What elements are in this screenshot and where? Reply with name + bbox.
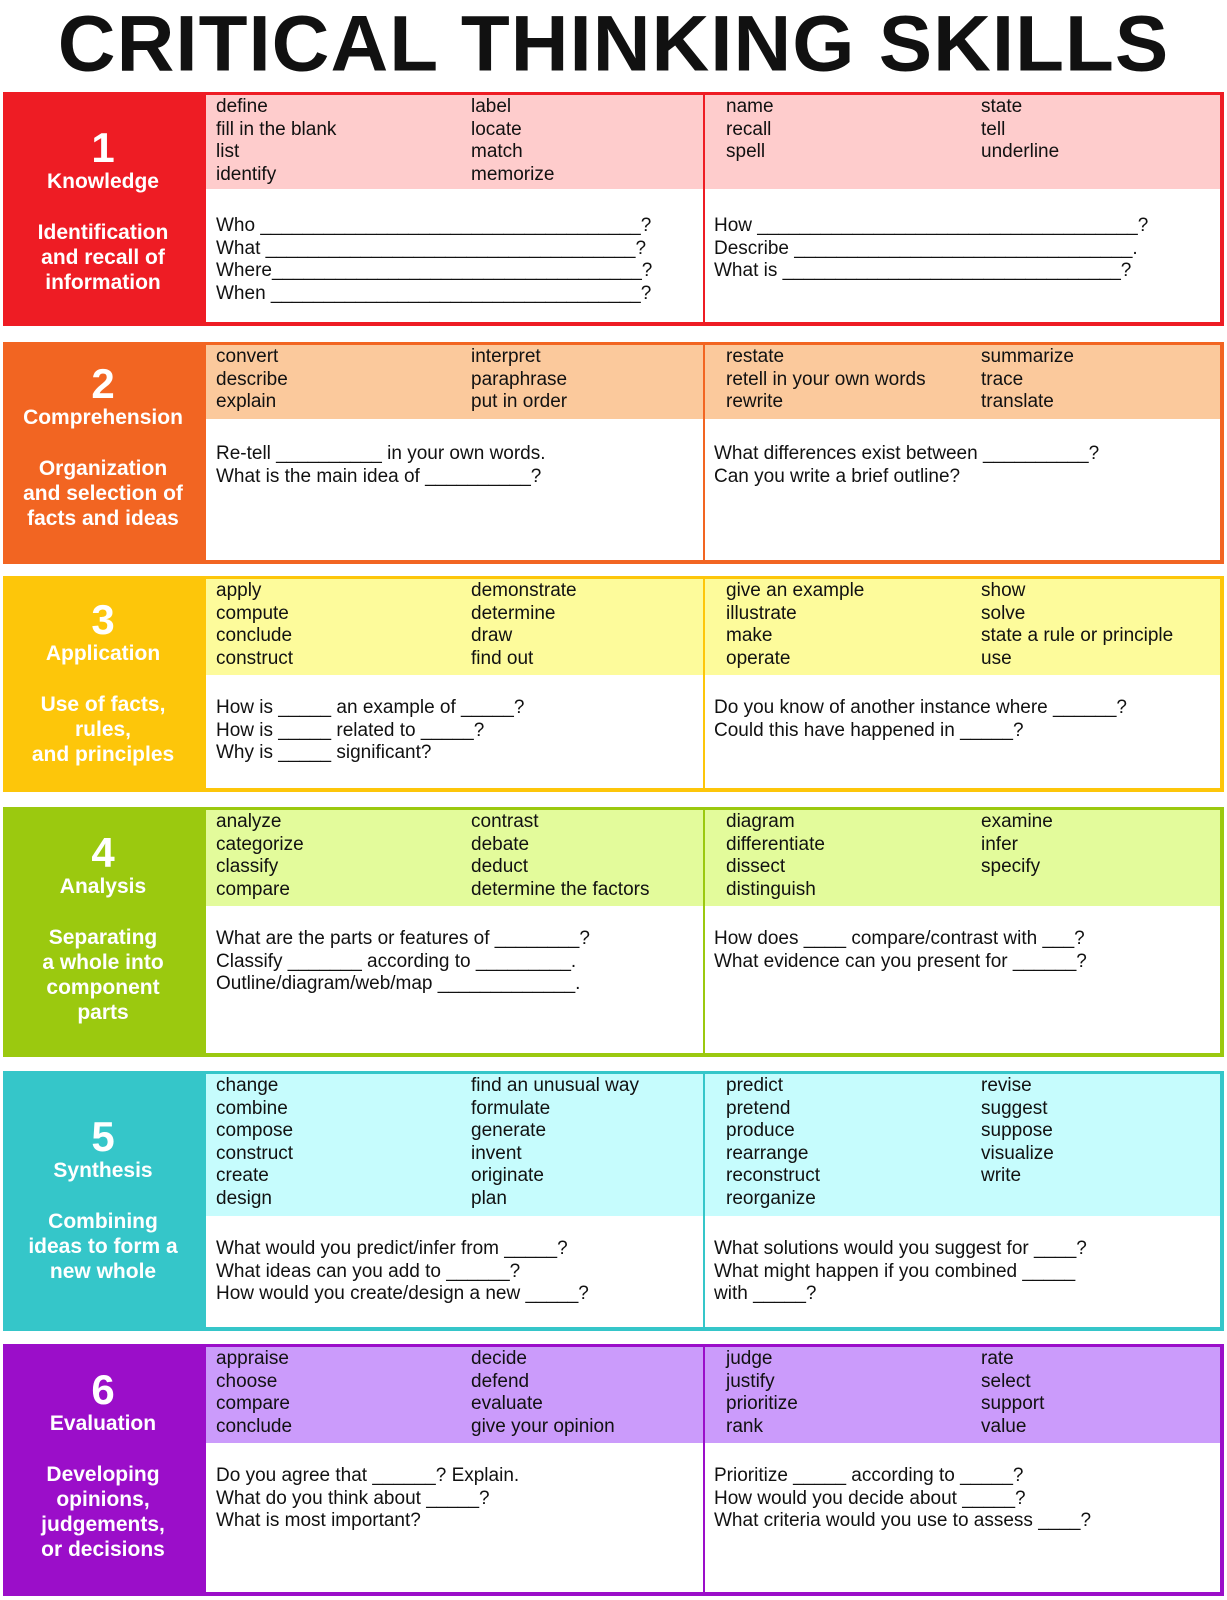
verb-column [726,1348,798,1438]
verb-item: reconstruct [726,1165,820,1187]
verb-item: construct [216,647,294,669]
verb-item: diagram [726,811,795,832]
verb-item: write [981,1165,1022,1187]
level-label [3,576,203,792]
verb-item: deduct [471,856,529,878]
verb-item: predict [726,1075,784,1096]
verb-item: state [981,96,1023,117]
section-knowledge [3,92,1224,326]
column-divider [703,1347,705,1592]
verb-column [981,580,1173,670]
verb-item: fill in the blank [216,118,337,140]
verb-item: plan [471,1187,507,1209]
verb-item: choose [216,1370,278,1392]
level-label [3,92,203,326]
level-number: 6 [91,1366,115,1413]
verb-item: categorize [216,833,304,855]
verb-column [981,346,1074,414]
verb-item: judge [726,1348,773,1369]
verb-item: infer [981,833,1018,855]
verb-column [471,96,554,186]
verb-item: show [981,580,1026,601]
level-number: 5 [91,1113,115,1160]
verb-item: summarize [981,346,1074,367]
verb-item: conclude [216,625,293,647]
verb-list [206,1347,1220,1443]
level-label [3,342,203,564]
level-description: Identification and recall of information [37,221,169,294]
verb-item: label [471,96,512,117]
verb-item: rank [726,1415,763,1437]
level-content [203,342,1224,564]
verb-item: conclude [216,1415,293,1437]
verb-column [216,96,336,186]
verb-item: justify [726,1370,775,1392]
verb-item: translate [981,391,1054,413]
verb-column [726,96,774,164]
verb-item: find an unusual way [471,1075,639,1096]
verb-column [471,811,649,901]
verb-item: retell in your own words [726,368,926,390]
verb-item: paraphrase [471,368,568,390]
verb-item: rewrite [726,391,784,413]
question-stems-right: What solutions would you suggest for ____? What might happen if you combined _____ with _____? [714,1238,1087,1305]
verb-column [726,811,825,901]
verb-column [726,1075,820,1211]
verb-item: operate [726,647,791,669]
verb-item: visualize [981,1142,1054,1164]
level-number: 2 [91,360,115,407]
level-description: Combining ideas to form a new whole [28,1210,178,1283]
verb-item: make [726,625,773,647]
verb-item: determine [471,602,556,624]
column-divider [703,345,705,560]
verb-item: identify [216,163,277,185]
level-number: 4 [91,829,115,876]
verb-item: match [471,141,523,163]
verb-item: decide [471,1348,527,1369]
verb-item: find out [471,647,534,669]
page-title: CRITICAL THINKING SKILLS [57,0,1170,88]
verb-item: solve [981,602,1026,624]
verb-item: prioritize [726,1393,798,1415]
verb-item: suggest [981,1097,1048,1119]
level-name: Analysis [59,875,147,898]
column-divider [703,579,705,788]
verb-item: value [981,1415,1027,1437]
verb-item: suppose [981,1120,1053,1142]
verb-item: evaluate [471,1393,543,1415]
verb-item: produce [726,1120,795,1142]
verb-list [206,345,1220,419]
verb-column [471,1075,639,1211]
question-stems-left: What would you predict/infer from _____? What ideas can you add to ______? How would you create/design a new _____? [216,1238,589,1305]
question-stems-right: Prioritize _____ according to _____? How would you decide about _____? What criteria would you use to assess ____? [714,1465,1092,1532]
verb-item: restate [726,346,785,367]
question-stems-left: What are the parts or features of ________? Classify _______ according to _________. Outline/diagram/web/map _____________. [216,928,590,995]
column-divider [703,1074,705,1327]
verb-item: apply [216,580,262,601]
verb-column [471,1348,615,1438]
verb-item: contrast [471,811,539,832]
level-content [203,1071,1224,1331]
question-stems-right: Do you know of another instance where ______? Could this have happened in _____? [714,697,1127,741]
section-comprehension [3,342,1224,564]
verb-list [206,95,1220,189]
verb-column [216,1348,292,1438]
verb-column [216,580,293,670]
question-stems-right: What differences exist between __________? Can you write a brief outline? [714,443,1100,487]
verb-item: reorganize [726,1187,816,1209]
verb-item: select [981,1370,1031,1392]
verb-item: give an example [726,580,865,601]
level-label [3,1344,203,1596]
section-analysis [3,807,1224,1057]
verb-column [981,811,1053,879]
verb-item: debate [471,833,530,855]
verb-item: determine the factors [471,878,650,900]
level-number: 1 [91,124,115,171]
level-content [203,576,1224,792]
verb-item: tell [981,118,1006,140]
verb-item: use [981,647,1012,669]
level-content [203,807,1224,1057]
question-stems-left: Who ____________________________________? What ___________________________________? Where___________________________________? When ___________________________________? [216,215,653,304]
level-label [3,807,203,1057]
verb-list [206,810,1220,906]
level-name: Comprehension [23,406,183,429]
verb-column [471,346,567,414]
verb-item: specify [981,856,1041,878]
level-description: Developing opinions, judgements, or decisions [41,1463,165,1561]
level-number: 3 [91,596,115,643]
question-stems-right: How ____________________________________? Describe ________________________________. What is ________________________________? [714,215,1149,282]
verb-column [981,96,1059,164]
verb-column [216,346,288,414]
verb-item: rate [981,1348,1014,1369]
verb-column [981,1348,1044,1438]
verb-item: compare [216,1393,290,1415]
verb-item: generate [471,1120,547,1142]
verb-column [216,811,304,901]
level-description: Use of facts, rules, and principles [31,693,175,766]
level-name: Synthesis [53,1159,153,1182]
verb-item: combine [216,1097,288,1119]
question-stems-left: How is _____ an example of _____? How is _____ related to _____? Why is _____ significant? [216,697,525,764]
verb-list [206,1074,1220,1216]
section-synthesis [3,1071,1224,1331]
verb-column [726,346,926,414]
verb-item: design [216,1187,272,1209]
verb-item: create [216,1165,269,1187]
verb-item: locate [471,118,522,140]
verb-item: memorize [471,163,555,185]
column-divider [703,95,705,322]
verb-item: analyze [216,811,282,832]
verb-item: list [216,141,240,163]
verb-item: explain [216,391,277,413]
verb-item: compare [216,878,290,900]
verb-item: put in order [471,391,568,413]
verb-item: revise [981,1075,1032,1096]
verb-item: examine [981,811,1053,832]
verb-item: demonstrate [471,580,577,601]
level-name: Evaluation [49,1412,157,1435]
verb-item: rearrange [726,1142,809,1164]
verb-item: underline [981,141,1060,163]
verb-item: distinguish [726,878,816,900]
verb-item: name [726,96,774,117]
verb-item: spell [726,141,766,163]
verb-item: differentiate [726,833,825,855]
verb-item: give your opinion [471,1415,615,1437]
verb-item: invent [471,1142,522,1164]
verb-item: interpret [471,346,541,367]
verb-item: recall [726,118,772,140]
verb-item: illustrate [726,602,797,624]
verb-column [726,580,864,670]
level-description: Organization and selection of facts and ideas [23,457,183,530]
verb-item: convert [216,346,279,367]
verb-item: state a rule or principle [981,625,1174,647]
verb-column [471,580,577,670]
verb-item: describe [216,368,288,390]
level-content [203,92,1224,326]
verb-list [206,579,1220,675]
verb-item: change [216,1075,279,1096]
verb-column [216,1075,293,1211]
level-description: Separating a whole into component parts [42,926,164,1024]
section-evaluation [3,1344,1224,1596]
verb-item: compose [216,1120,294,1142]
question-stems-left: Re-tell __________ in your own words. What is the main idea of __________? [216,443,546,487]
level-content [203,1344,1224,1596]
verb-item: trace [981,368,1024,390]
verb-column [981,1075,1054,1188]
verb-item: dissect [726,856,786,878]
verb-item: support [981,1393,1045,1415]
verb-item: pretend [726,1097,791,1119]
column-divider [703,810,705,1053]
question-stems-left: Do you agree that ______? Explain. What do you think about _____? What is most important? [216,1465,520,1532]
verb-item: appraise [216,1348,289,1369]
level-name: Knowledge [46,170,159,193]
question-stems-right: How does ____ compare/contrast with ___? What evidence can you present for ______? [714,928,1087,972]
verb-item: compute [216,602,289,624]
verb-item: classify [216,856,279,878]
level-label [3,1071,203,1331]
level-name: Application [45,642,161,665]
verb-item: originate [471,1165,544,1187]
verb-item: defend [471,1370,530,1392]
verb-item: define [216,96,268,117]
verb-item: formulate [471,1097,551,1119]
verb-item: construct [216,1142,294,1164]
verb-item: draw [471,625,513,647]
section-application [3,576,1224,792]
